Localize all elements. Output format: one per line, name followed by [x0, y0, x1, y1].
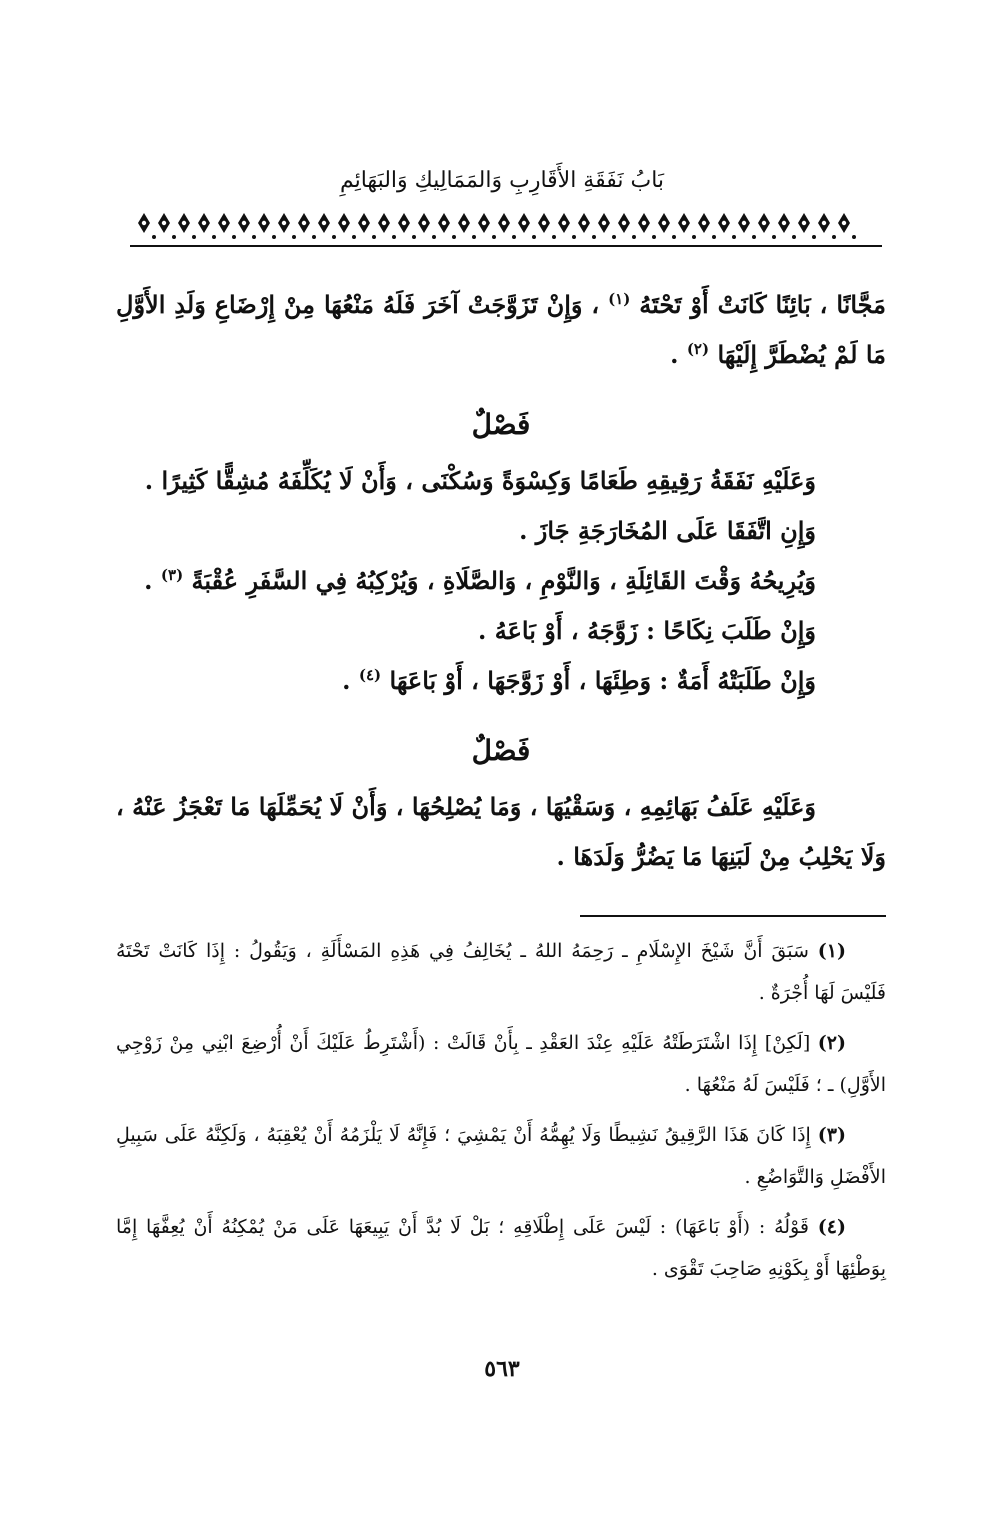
paragraph-continuation: مَجَّانًا ، بَائِنًا كَانَتْ أَوْ تَحْتَهُ $^{(١)}$ ، وَإِنْ تَزَوَّجَتْ آخَرَ فَلَهُ مَنْعُهَا مِنْ إِرْضَاعِ وَلَدِ الأَوَّلِ مَا لَمْ يُضْطَرَّ إِلَيْهَا $^{(٢)}$ . — [116, 290, 886, 369]
ornament-motif — [178, 213, 196, 239]
ornament-motif — [258, 213, 276, 239]
footnote-1 — [116, 930, 886, 1014]
footnote-ref-2[interactable]: (٢) — [686, 340, 710, 358]
ornament-motif — [418, 213, 436, 239]
text-line: وَعَلَيْهِ نَفَقَةُ رَقِيقِهِ طَعَامًا وَكِسْوَةً وَسُكْنَى ، وَأَنْ لَا يُكَلِّفَهُ مُشِقًّا كَثِيرًا . — [144, 466, 816, 495]
ornament-motif — [618, 213, 636, 239]
footnote-text: [لَكِنْ] إِذَا اشْتَرَطَتْهُ عَلَيْهِ عِنْدَ العَقْدِ ـ بِأَنْ قَالَتْ : (أَشْتَرِطُ عَلَيْكَ أَنْ أُرْضِعَ ابْنِي مِنْ زَوْجِي الأَوَّلِ) ـ ؛ فَلَيْسَ لَهُ مَنْعُهَا . — [116, 1032, 886, 1096]
ornament-motif — [198, 213, 216, 239]
ornament-motif — [678, 213, 696, 239]
ornament-motif — [518, 213, 536, 239]
ornament-motif — [378, 213, 396, 239]
paragraph: وَعَلَيْهِ عَلَفُ بَهَائِمِهِ ، وَسَقْيُهَا ، وَمَا يُصْلِحُهَا ، وَأَنْ لَا يُحَمِّلَهَا مَا تَعْجَزُ عَنْهُ ، وَلَا يَحْلِبُ مِنْ لَبَنِهَا مَا يَضُرُّ وَلَدَهَا . — [116, 792, 886, 871]
section-heading: فَصْلٌ — [471, 408, 531, 441]
ornament-motif — [758, 213, 776, 239]
footnote-ref-4[interactable]: (٤) — [358, 666, 382, 684]
footnote-text: سَبَقَ أَنَّ شَيْخَ الإِسْلَامِ ـ رَحِمَهُ اللهُ ـ يُخَالِفُ فِي هَذِهِ المَسْأَلَةِ ، وَيَقُولُ : إِذَا كَانَتْ تَحْتَهُ فَلَيْسَ لَهَا أُجْرَةٌ . — [116, 940, 886, 1004]
text-line: وَإِنْ طَلَبَ نِكَاحًا : زَوَّجَهُ ، أَوْ بَاعَهُ . — [477, 616, 816, 645]
ornament-motif — [578, 213, 596, 239]
footnote-2 — [116, 1022, 886, 1106]
ornament-motif — [478, 213, 496, 239]
footnote-number: (٤) — [817, 1216, 846, 1238]
footnote-ref-3[interactable]: (٣) — [160, 566, 184, 584]
ornament-pattern — [130, 205, 882, 245]
ornament-motif — [158, 213, 176, 239]
ornament-motif — [698, 213, 716, 239]
ornament-motif — [498, 213, 516, 239]
ornament-motif — [558, 213, 576, 239]
page-number: ٥٦٣ — [484, 1356, 520, 1382]
ornament-motif — [718, 213, 736, 239]
footnote-number: (١) — [817, 940, 847, 962]
decorative-border-ornament — [130, 205, 882, 247]
ornament-motif — [778, 213, 796, 239]
ornament-motif — [398, 213, 416, 239]
ornament-motif — [838, 213, 856, 239]
footnote-4 — [116, 1206, 886, 1290]
ornament-motif — [318, 213, 336, 239]
ornament-motif — [638, 213, 656, 239]
text-line: وَإِنِ اتَّفَقَا عَلَى المُخَارَجَةِ جَازَ . — [519, 516, 816, 545]
ornament-motif — [358, 213, 376, 239]
footnote-number: (٣) — [817, 1124, 846, 1146]
ornament-motif — [598, 213, 616, 239]
ornament-motif — [458, 213, 476, 239]
ornament-motif — [218, 213, 236, 239]
footnote-ref-1[interactable]: (١) — [608, 290, 631, 308]
main-text — [116, 280, 886, 882]
footnote-number: (٢) — [817, 1032, 846, 1054]
footnote-text: قَوْلُهُ : (أَوْ بَاعَهَا) : لَيْسَ عَلَى إِطْلَاقِهِ ؛ بَلْ لَا بُدَّ أَنْ يَبِيعَهَا عَلَى مَنْ يُمْكِنُهُ أَنْ يُعِفَّهَا إِمَّا بِوَطْئِهَا أَوْ بِكَوْنِهِ صَاحِبَ تَقْوَى . — [116, 1216, 886, 1280]
text-line: وَيُرِيحُهُ وَقْتَ القَائِلَةِ ، وَالنَّوْمِ ، وَالصَّلَاةِ ، وَيُرْكِبُهُ فِي السَّفَرِ عُقْبَةً $^{(٣)}$ . — [144, 566, 816, 595]
footnote-3 — [116, 1114, 886, 1198]
ornament-motif — [338, 213, 356, 239]
ornament-motif — [738, 213, 756, 239]
ornament-motif — [538, 213, 556, 239]
footnote-text: إِذَا كَانَ هَذَا الرَّقِيقُ نَشِيطًا وَلَا يُهِمُّهُ أَنْ يَمْشِيَ ؛ فَإِنَّهُ لَا يَلْزَمُهُ أَنْ يُعْقِبَهُ ، وَلَكِنَّهُ عَلَى سَبِيلِ الأَفْضَلِ وَالتَّوَاضُعِ . — [116, 1124, 886, 1188]
text-line: وَإِنْ طَلَبَتْهُ أَمَةٌ : وَطِئَهَا ، أَوْ زَوَّجَهَا ، أَوْ بَاعَهَا $^{(٤)}$ . — [342, 666, 816, 695]
ornament-motif — [818, 213, 836, 239]
ornament-motif — [438, 213, 456, 239]
footnote-separator — [580, 915, 886, 917]
section-heading: فَصْلٌ — [471, 734, 531, 767]
footnotes — [116, 930, 886, 1298]
ornament-motif — [298, 213, 316, 239]
ornament-motif — [798, 213, 816, 239]
ornament-motif — [238, 213, 256, 239]
running-header: بَابُ نَفَقَةِ الأَقَارِبِ وَالمَمَالِيكِ وَالبَهَائِمِ — [339, 168, 665, 193]
ornament-motif — [138, 213, 156, 239]
ornament-motif — [278, 213, 296, 239]
ornament-motif — [658, 213, 676, 239]
